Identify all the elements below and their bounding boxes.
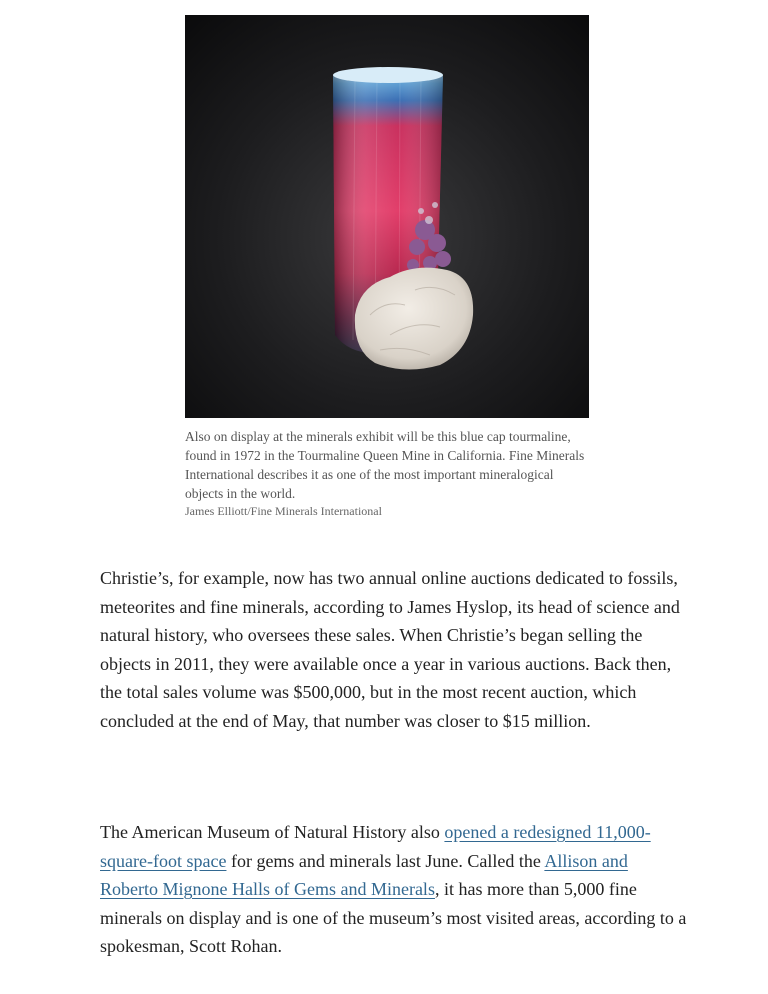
link-redesigned-space[interactable]: opened a redesigned 11,000-square-foot space [100,822,651,871]
article-photo [185,15,589,418]
article-paragraph-2 [100,818,690,961]
paragraph-text: Christie’s, for example, now has two annual online auctions dedicated to fossils, meteorites and fine minerals, according to James Hyslop, its head of science and natural history, who oversees these sales. When Christie’s began selling the objects in 2011, they were available once a year in various auctions. Back then, the total sales volume was $500,000, but in the most recent auction, which concluded at the end of May, that number was closer to $15 million. [100,568,680,731]
paragraph-text [100,818,690,961]
tourmaline-photo-image [185,15,589,418]
paragraph-text-segment: for gems and minerals last June. Called the [226,850,545,871]
article-paragraph-1 [100,564,690,735]
photo-caption: Also on display at the minerals exhibit will be this blue cap tourmaline, found in 1972 in the Tourmaline Queen Mine in California. Fine Minerals International describes it as one of the most important mineralogical objects in the world. [185,429,585,501]
photo-credit: James Elliott/Fine Minerals International [185,504,382,518]
link-mignone-halls[interactable]: Allison and Roberto Mignone Halls of Gems and Minerals [100,850,628,899]
paragraph-text-segment: , it has more than 5,000 fine minerals on display and is one of the museum’s most visited areas, according to a spokesman, Scott Rohan. [100,879,687,956]
paragraph-text-segment: The American Museum of Natural History also [100,822,445,842]
